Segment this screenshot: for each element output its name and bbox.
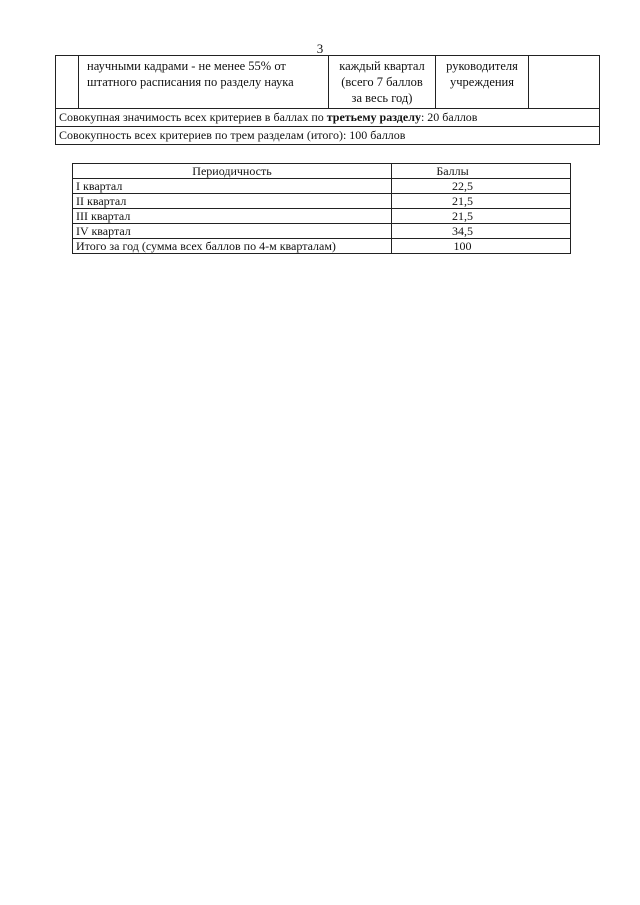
- responsible-cell: [436, 56, 529, 109]
- column-header-score: Баллы: [392, 164, 571, 179]
- column-header-period: Периодичность: [73, 164, 392, 179]
- grand-total-cell: Совокупность всех критериев по трем разделам (итого): 100 баллов: [56, 127, 600, 145]
- grand-total-row: [56, 127, 600, 145]
- page-number: 3: [316, 41, 324, 56]
- period-cell: I квартал: [73, 179, 392, 194]
- empty-cell: [529, 56, 600, 109]
- frequency-line: каждый квартал: [339, 59, 425, 73]
- score-cell: 21,5: [392, 209, 571, 224]
- table-row: [73, 224, 571, 239]
- period-cell: IV квартал: [73, 224, 392, 239]
- period-cell: II квартал: [73, 194, 392, 209]
- table-header-row: [73, 164, 571, 179]
- responsible-line: руководителя: [446, 59, 518, 73]
- period-cell: III квартал: [73, 209, 392, 224]
- total-label-cell: Итого за год (сумма всех баллов по 4-м кварталам): [73, 239, 392, 254]
- table-row: [73, 179, 571, 194]
- periodicity-table: [72, 163, 571, 254]
- total-score-cell: 100: [392, 239, 571, 254]
- section-total-prefix: Совокупная значимость всех критериев в баллах по: [59, 110, 327, 124]
- frequency-line: (всего 7 баллов: [341, 75, 423, 89]
- score-cell: 22,5: [392, 179, 571, 194]
- section-name: третьему разделу: [326, 110, 421, 124]
- criterion-description-cell: [79, 56, 329, 109]
- total-row: [73, 239, 571, 254]
- criterion-description-line: научными кадрами - не менее 55% от: [87, 59, 286, 73]
- responsible-line: учреждения: [449, 75, 514, 89]
- frequency-line: за весь год): [351, 91, 413, 105]
- criteria-table-fragment: [55, 55, 600, 145]
- table-row: [73, 194, 571, 209]
- section-total-row: [56, 109, 600, 127]
- criterion-description-line: штатного расписания по разделу наука: [87, 75, 294, 89]
- section-total-suffix: : 20 баллов: [420, 110, 478, 124]
- score-cell: 21,5: [392, 194, 571, 209]
- section-total-cell: [56, 109, 600, 127]
- criteria-row: [56, 56, 600, 109]
- index-cell: [56, 56, 79, 109]
- frequency-cell: [329, 56, 436, 109]
- score-cell: 34,5: [392, 224, 571, 239]
- table-row: [73, 209, 571, 224]
